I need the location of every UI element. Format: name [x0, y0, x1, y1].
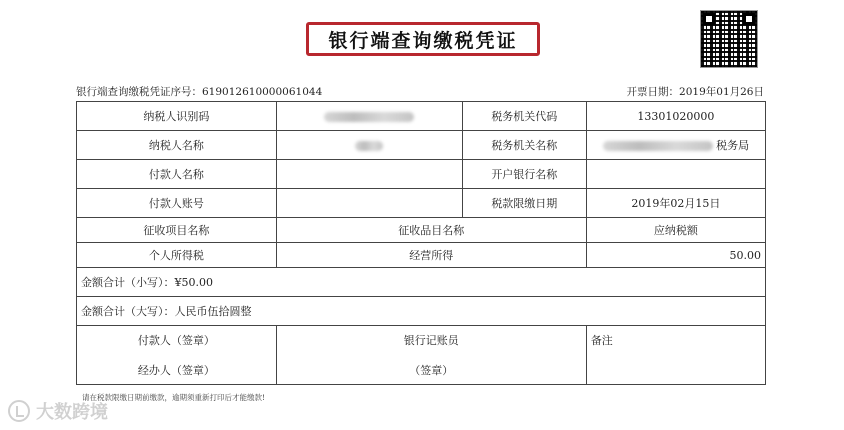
watermark-logo-icon	[8, 400, 30, 422]
col-project-header: 征收项目名称	[77, 218, 277, 243]
total-big: 金额合计（大写）：人民币伍拾圆整	[77, 297, 766, 326]
table-row	[77, 268, 766, 297]
col-item-header: 征收品目名称	[276, 218, 586, 243]
payer-sign-label: 付款人（签章）	[137, 334, 215, 347]
bank-clerk-signature	[276, 326, 586, 385]
item-name: 经营所得	[276, 243, 586, 268]
items-header-row	[77, 218, 766, 243]
issue-date: 开票日期：2019年01月26日	[626, 86, 764, 98]
bank-name-value	[586, 160, 765, 189]
taxpayer-name-value	[276, 131, 462, 160]
table-row	[77, 243, 766, 268]
table-row	[77, 131, 766, 160]
tax-voucher-table	[76, 101, 766, 385]
tax-office-suffix: 税务局	[716, 139, 750, 152]
table-row	[77, 297, 766, 326]
payer-account-label: 付款人账号	[77, 189, 277, 218]
payer-name-label: 付款人名称	[77, 160, 277, 189]
taxpayer-name-label: 纳税人名称	[77, 131, 277, 160]
deadline-label: 税款限缴日期	[462, 189, 586, 218]
bank-stamp-label: （签章）	[409, 364, 454, 377]
signature-row	[77, 326, 766, 385]
deadline-value: 2019年02月15日	[586, 189, 765, 218]
payer-signature	[77, 326, 277, 385]
watermark-text: 大数跨境	[36, 402, 108, 423]
serial-number: 619012610000061044	[202, 86, 323, 98]
taxpayer-id-label: 纳税人识别码	[77, 102, 277, 131]
item-project: 个人所得税	[77, 243, 277, 268]
total-small: 金额合计（小写）：¥50.00	[77, 268, 766, 297]
table-row	[77, 189, 766, 218]
serial-label: 银行端查询缴税凭证序号：	[76, 86, 202, 98]
tax-office-code-label: 税务机关代码	[462, 102, 586, 131]
table-row	[77, 102, 766, 131]
col-amount-header: 应纳税额	[586, 218, 765, 243]
tax-office-name-label: 税务机关名称	[462, 131, 586, 160]
document-title: 银行端查询缴税凭证	[306, 22, 540, 56]
bank-name-label: 开户银行名称	[462, 160, 586, 189]
payer-account-value	[276, 189, 462, 218]
remarks-label: 备注	[590, 334, 613, 347]
handler-sign-label: 经办人（签章）	[137, 364, 215, 377]
bank-clerk-label: 银行记账员	[403, 334, 459, 347]
qr-code-icon	[700, 10, 758, 68]
redacted-value	[324, 112, 414, 122]
footnote: 请在税款限缴日期前缴款，逾期须重新打印后才能缴款!	[82, 393, 266, 402]
table-row	[77, 160, 766, 189]
remarks-cell	[586, 326, 765, 385]
tax-office-code-value: 13301020000	[586, 102, 765, 131]
redacted-value	[355, 141, 383, 151]
taxpayer-id-value	[276, 102, 462, 131]
payer-name-value	[276, 160, 462, 189]
redacted-value	[603, 141, 713, 151]
watermark	[8, 398, 108, 424]
tax-office-name-value	[586, 131, 765, 160]
item-amount: 50.00	[586, 243, 765, 268]
serial-line	[76, 84, 322, 99]
